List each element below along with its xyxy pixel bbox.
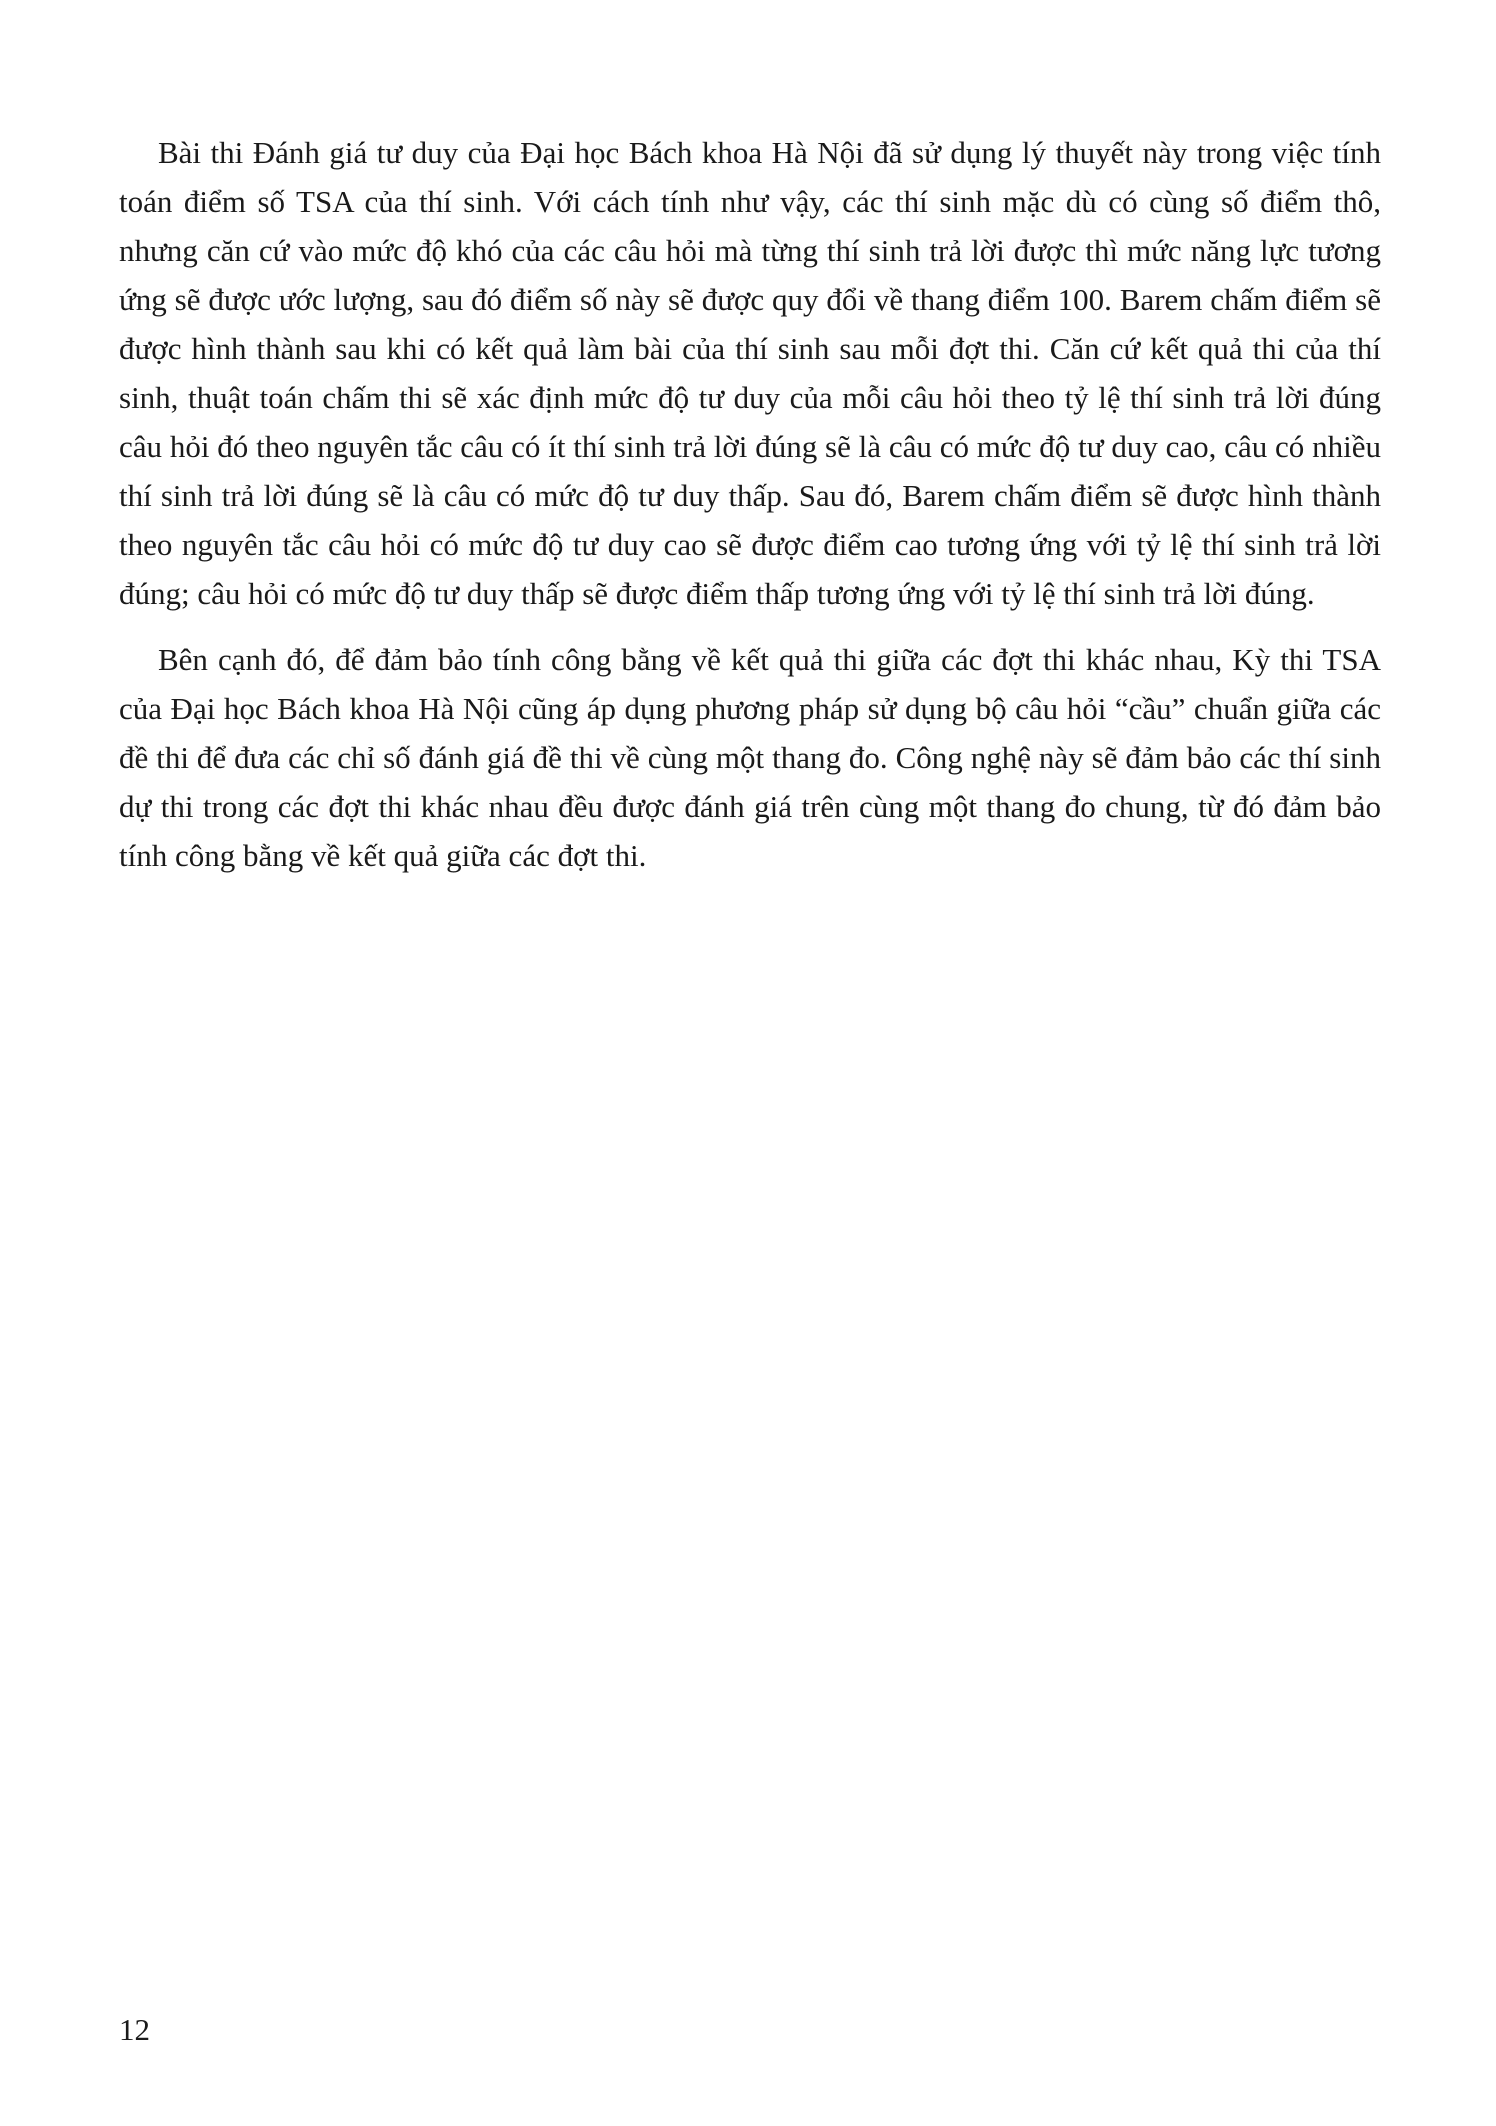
paragraph-2: Bên cạnh đó, để đảm bảo tính công bằng về kết quả thi giữa các đợt thi khác nhau, Kỳ thi TSA của Đại học Bách khoa Hà Nội cũng áp dụng phương pháp sử dụng bộ câu hỏi “cầu” chuẩn giữa các đề thi để đưa các chỉ số đánh giá đề thi về cùng một thang đo. Công nghệ này sẽ đảm bảo các thí sinh dự thi trong các đợt thi khác nhau đều được đánh giá trên cùng một thang đo chung, từ đó đảm bảo tính công bằng về kết quả giữa các đợt thi. (119, 642, 1381, 873)
page-number: 12 (119, 2012, 150, 2047)
paragraph-1: Bài thi Đánh giá tư duy của Đại học Bách khoa Hà Nội đã sử dụng lý thuyết này trong việc tính toán điểm số TSA của thí sinh. Với cách tính như vậy, các thí sinh mặc dù có cùng số điểm thô, nhưng căn cứ vào mức độ khó của các câu hỏi mà từng thí sinh trả lời được thì mức năng lực tương ứng sẽ được ước lượng, sau đó điểm số này sẽ được quy đổi về thang điểm 100. Barem chấm điểm sẽ được hình thành sau khi có kết quả làm bài của thí sinh sau mỗi đợt thi. Căn cứ kết quả thi của thí sinh, thuật toán chấm thi sẽ xác định mức độ tư duy của mỗi câu hỏi theo tỷ lệ thí sinh trả lời đúng câu hỏi đó theo nguyên tắc câu có ít thí sinh trả lời đúng sẽ là câu có mức độ tư duy cao, câu có nhiều thí sinh trả lời đúng sẽ là câu có mức độ tư duy thấp. Sau đó, Barem chấm điểm sẽ được hình thành theo nguyên tắc câu hỏi có mức độ tư duy cao sẽ được điểm cao tương ứng với tỷ lệ thí sinh trả lời đúng; câu hỏi có mức độ tư duy thấp sẽ được điểm thấp tương ứng với tỷ lệ thí sinh trả lời đúng. (119, 135, 1381, 611)
body-text (119, 128, 1381, 897)
